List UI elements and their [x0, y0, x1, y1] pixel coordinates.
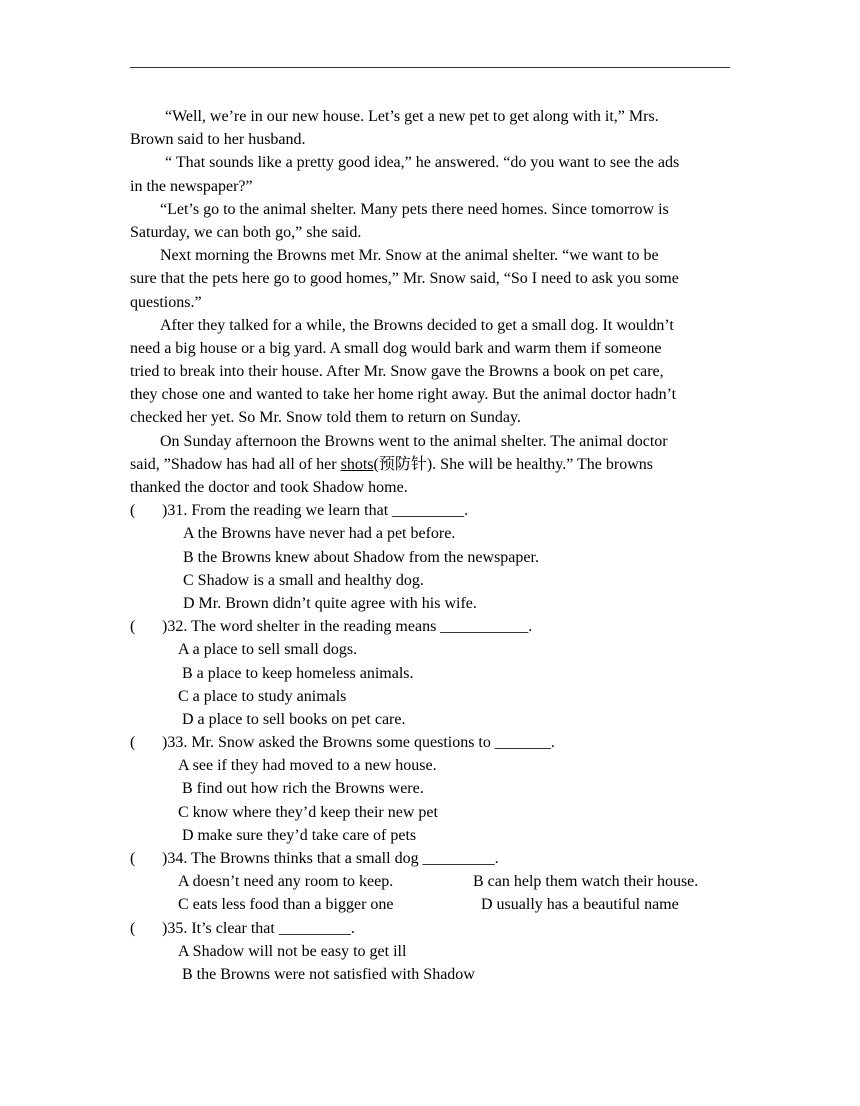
option-a: A a place to sell small dogs.: [178, 641, 358, 659]
question-stem: )35. It’s clear that _________.: [162, 919, 355, 937]
passage-text: said, ”Shadow has had all of her: [130, 455, 341, 473]
option-b: B the Browns were not satisfied with Shadow: [182, 965, 475, 983]
passage-line: questions.”: [130, 293, 202, 311]
passage-line: Brown said to her husband.: [130, 131, 306, 149]
question-34: [130, 847, 730, 870]
option-a: A Shadow will not be easy to get ill: [178, 942, 407, 960]
passage-line: checked her yet. So Mr. Snow told them to return on Sunday.: [130, 409, 521, 427]
passage-line: Next morning the Browns met Mr. Snow at the animal shelter. “we want to be: [160, 247, 659, 265]
passage-line: tried to break into their house. After Mr. Snow gave the Browns a book on pet care,: [130, 363, 664, 381]
option-d: D a place to sell books on pet care.: [182, 710, 406, 728]
question-32: [130, 615, 730, 638]
question-stem: )33. Mr. Snow asked the Browns some questions to _______.: [162, 734, 555, 752]
option-c: C a place to study animals: [178, 687, 347, 705]
question-stem: )32. The word shelter in the reading means ___________.: [162, 618, 533, 636]
option-b: B the Browns knew about Shadow from the newspaper.: [183, 548, 539, 566]
option-d: D usually has a beautiful name: [481, 896, 679, 914]
options-row: [130, 893, 730, 916]
underlined-word: shots: [340, 455, 374, 473]
passage-line: in the newspaper?”: [130, 177, 253, 195]
passage-line: After they talked for a while, the Browns decided to get a small dog. It wouldn’t: [160, 316, 674, 334]
answer-blank: (: [130, 850, 136, 867]
question-33: [130, 731, 730, 754]
passage-line: On Sunday afternoon the Browns went to the animal shelter. The animal doctor: [160, 432, 668, 450]
option-d: D make sure they’d take care of pets: [182, 826, 417, 844]
option-a: A see if they had moved to a new house.: [178, 757, 437, 775]
header-rule: [130, 67, 730, 68]
passage-line: “Well, we’re in our new house. Let’s get a new pet to get along with it,” Mrs.: [165, 108, 659, 125]
option-c: C eats less food than a bigger one: [178, 896, 394, 914]
option-a: A the Browns have never had a pet before.: [183, 525, 456, 543]
option-b: B can help them watch their house.: [473, 873, 699, 891]
answer-blank: (: [130, 618, 136, 636]
passage-line: Saturday, we can both go,” she said.: [130, 223, 362, 241]
passage-line: need a big house or a big yard. A small dog would bark and warm them if someone: [130, 339, 662, 357]
option-b: B find out how rich the Browns were.: [182, 780, 424, 798]
answer-blank: (: [130, 919, 136, 937]
option-a: A doesn’t need any room to keep.: [178, 873, 394, 891]
answer-blank: (: [130, 502, 136, 520]
passage-line: “ That sounds like a pretty good idea,” he answered. “do you want to see the ads: [165, 154, 680, 172]
passage-line: [130, 453, 730, 476]
question-stem: )34. The Browns thinks that a small dog _________.: [162, 850, 499, 867]
options-row: [130, 870, 730, 893]
option-d: D Mr. Brown didn’t quite agree with his wife.: [183, 594, 477, 612]
option-c: C Shadow is a small and healthy dog.: [183, 571, 424, 589]
answer-blank: (: [130, 734, 136, 752]
question-35: [130, 917, 730, 940]
question-stem: )31. From the reading we learn that _________.: [162, 502, 469, 520]
passage-line: sure that the pets here go to good homes,” Mr. Snow said, “So I need to ask you some: [130, 270, 679, 288]
passage-line: they chose one and wanted to take her home right away. But the animal doctor hadn’t: [130, 386, 677, 404]
document-body: [130, 105, 730, 986]
passage-line: “Let’s go to the animal shelter. Many pets there need homes. Since tomorrow is: [160, 200, 669, 218]
passage-line: thanked the doctor and took Shadow home.: [130, 479, 408, 496]
passage-text: (预防针). She will be healthy.” The browns: [373, 455, 654, 473]
option-b: B a place to keep homeless animals.: [182, 664, 414, 682]
option-c: C know where they’d keep their new pet: [178, 803, 438, 821]
question-31: [130, 499, 730, 522]
